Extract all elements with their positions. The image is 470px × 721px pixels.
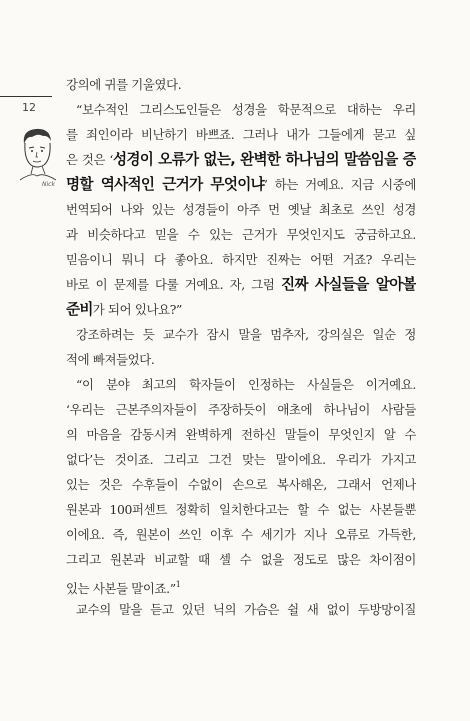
text-line: 이에요. 즉, 원본이 쓰인 이후 수 세기가 지나 오류로 가득한, xyxy=(66,527,416,542)
text-line xyxy=(66,272,416,297)
character-doodle-illustration xyxy=(12,124,62,188)
text-line xyxy=(66,572,416,597)
svg-text:Nick: Nick xyxy=(42,181,55,188)
plain-text: 은 것은 ‘ xyxy=(66,152,113,167)
footnote-marker: 1 xyxy=(175,580,181,589)
text-line: 믿음이니 뭐니 다 좋아요. 하지만 진짜는 어떤 거죠? 우리는 xyxy=(66,252,416,267)
text-line: 번역되어 나와 있는 성경들이 아주 먼 옛날 최초로 쓰인 성경 xyxy=(66,202,416,217)
text-line: 를 죄인이라 비난하기 바쁘죠. 그러나 내가 그들에게 묻고 싶 xyxy=(66,127,416,142)
emphasized-text: 준비 xyxy=(66,301,93,318)
text-line: ‘우리는 근본주의자들이 주장하듯이 애초에 하나님이 사람들 xyxy=(66,402,416,417)
emphasized-text: 진짜 사실들을 알아볼 xyxy=(280,276,416,293)
text-line: 강조하려는 듯 교수가 잠시 말을 멈추자, 강의실은 일순 정 xyxy=(76,327,416,342)
text-line: 없다’는 것이죠. 그리고 그건 맞는 말이에요. 우리가 가지고 xyxy=(66,452,416,467)
text-line xyxy=(66,297,416,322)
text-line xyxy=(66,147,416,172)
text-line: 적에 빠져들었다. xyxy=(66,352,155,367)
text-line xyxy=(66,172,416,197)
page-number: 12 xyxy=(22,101,36,114)
text-line: 교수의 말을 듣고 있던 닉의 가슴은 쉴 새 없이 두방망이질 xyxy=(76,602,416,617)
text-line: 의 마음을 감동시켜 완벽하게 전하신 말들이 무엇인지 알 수 xyxy=(66,427,416,442)
text-line: “이 분야 최고의 학자들이 인정하는 사실들은 이거예요. xyxy=(76,377,416,392)
text-line: “보수적인 그리스도인들은 성경을 학문적으로 대하는 우리 xyxy=(76,102,416,117)
plain-text: 있는 사본들 말이죠.” xyxy=(66,581,176,596)
plain-text: 가 되어 있나요?” xyxy=(92,302,182,317)
body-text xyxy=(66,72,416,622)
text-line: 그리고 원본과 비교할 때 셀 수 없을 정도로 많은 차이점이 xyxy=(66,552,416,567)
emphasized-text: 명할 역사적인 근거가 무엇이냐 xyxy=(66,176,265,193)
plain-text: 바로 이 문제를 다룰 거예요. 자, 그럼 xyxy=(66,277,281,292)
emphasized-text: 성경이 오류가 없는, 완벽한 하나님의 말씀임을 증 xyxy=(112,151,416,168)
page-number-rule xyxy=(0,96,52,97)
text-line: 있는 것은 수후들이 수없이 손으로 복사해온, 그래서 언제나 xyxy=(66,477,416,492)
text-line: 과 비슷하다고 믿을 수 있는 근거가 무엇인지도 궁금하고요. xyxy=(66,227,416,242)
plain-text: ’ 하는 거예요. 지금 시중에 xyxy=(264,177,416,192)
text-line: 강의에 귀를 기울였다. xyxy=(66,77,182,92)
text-line: 원본과 100퍼센트 정확히 일치한다고는 할 수 없는 사본들뿐 xyxy=(66,502,416,517)
